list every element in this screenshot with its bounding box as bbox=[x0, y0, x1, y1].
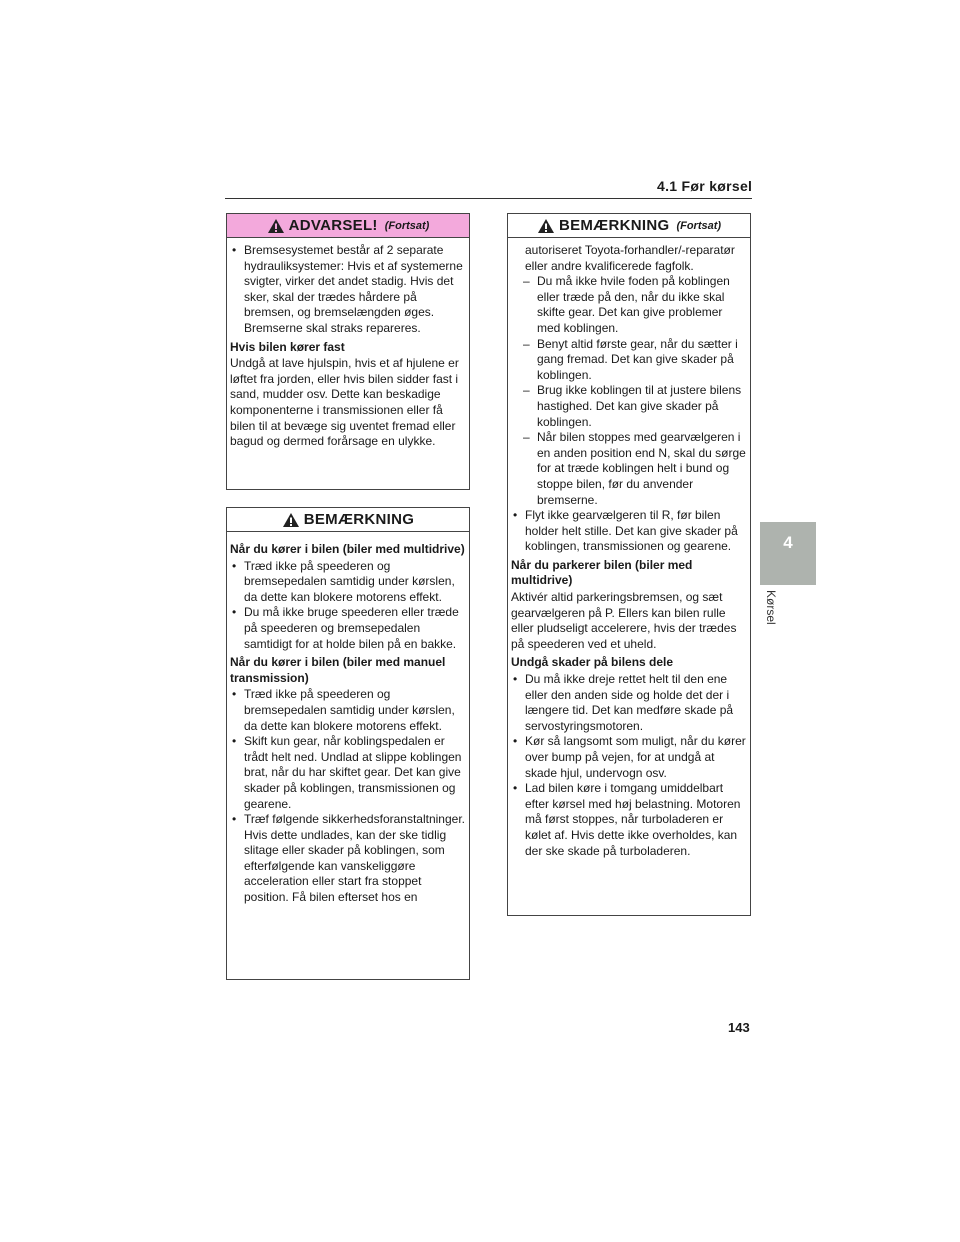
warning-icon bbox=[267, 218, 285, 234]
subheading: Når du kører i bilen (biler med multidrive) bbox=[230, 542, 465, 556]
dash-item: – Du må ikke hvile foden på koblingen eller træde på den, når du ikke skal skifte gear. Det kan give problemer med koblingen. bbox=[511, 274, 746, 336]
dash-item: – Når bilen stoppes med gearvælgeren i en anden position end N, skal du sørge for at træde koblingen helt i bund og stoppe bilen, før du anvender bremserne. bbox=[511, 430, 746, 508]
list-item: • Træd ikke på speederen og bremsepedalen samtidig under kørslen, da dette kan blokere motorens effekt. bbox=[230, 559, 465, 606]
list-item: • Flyt ikke gearvælgeren til R, før bilen holder helt stille. Det kan give skader på koblingen, transmissionen og gearene. bbox=[511, 508, 746, 555]
notice-box-header bbox=[227, 508, 469, 532]
list-item: • Skift kun gear, når koblingspedalen er trådt helt ned. Undlad at slippe koblingen brat, når du har skiftet gear. Det kan give skader på koblingen, transmissionen og gearene. bbox=[230, 734, 465, 812]
list-item: • Træf følgende sikkerhedsforanstaltninger. Hvis dette undlades, kan der ske tidlig slitage eller skader på koblingen, som efterfølgende kan vanskeliggøre acceleration eller start fra stoppet position. Få bilen efterset hos en bbox=[230, 812, 465, 906]
page-number: 143 bbox=[728, 1020, 750, 1035]
list-item: • Bremsesystemet består af 2 separate hydrauliksystemer: Hvis et af systemerne svigter, virker det andet stadig. Hvis det sker, skal der trædes hårdere på bremsen, og bremselængden øges. Bremserne skal straks repareres. bbox=[230, 243, 465, 337]
chapter-tab: 4 bbox=[760, 522, 816, 585]
section-title: 4.1 Før kørsel bbox=[657, 178, 753, 194]
list-item: • Lad bilen køre i tomgang umiddelbart efter kørsel med høj belastning. Motoren må først stoppes, når turboladeren er kølet af. Hvis dette ikke overholdes, kan der ske skade på turboladeren. bbox=[511, 781, 746, 859]
notice-title: BEMÆRKNING bbox=[558, 217, 670, 234]
list-item: • Kør så langsomt som muligt, når du kører over bump på vejen, for at undgå at skade hjul, undervogn osv. bbox=[511, 734, 746, 781]
warning-title: ADVARSEL! bbox=[288, 217, 378, 234]
paragraph: autoriseret Toyota-forhandler/-reparatør eller andre kvalificerede fagfolk. bbox=[525, 243, 735, 273]
notice-box-continued bbox=[507, 213, 751, 916]
notice-icon bbox=[537, 218, 555, 234]
notice-icon bbox=[282, 512, 300, 528]
subheading: Når du kører i bilen (biler med manuel transmission) bbox=[230, 655, 446, 685]
list-item: • Træd ikke på speederen og bremsepedalen samtidig under kørslen, da dette kan blokere motorens effekt. bbox=[230, 687, 465, 734]
paragraph: Undgå at lave hjulspin, hvis et af hjulene er løftet fra jorden, eller hvis bilen sidder fast i sand, mudder osv. Dette kan beskadige komponenterne i transmissionen eller få bilen til at bevæge sig uventet fremad eller bagud og dermed forårsage en ulykke. bbox=[230, 356, 459, 449]
dash-item: – Benyt altid første gear, når du sætter i gang fremad. Det kan give skader på koblingen. bbox=[511, 337, 746, 384]
notice-box bbox=[226, 507, 470, 980]
subheading: Undgå skader på bilens dele bbox=[511, 655, 674, 670]
subheading: Når du parkerer bilen (biler med multidrive) bbox=[511, 557, 693, 588]
list-item: • Du må ikke dreje rettet helt til den ene eller den anden side og holde det der i længere tid. Det kan medføre skade på servostyringsmotoren. bbox=[511, 672, 746, 734]
notice-box-header bbox=[508, 214, 750, 238]
dash-item: – Brug ikke koblingen til at justere bilens hastighed. Det kan give skader på koblingen. bbox=[511, 383, 746, 430]
warning-box bbox=[226, 213, 470, 490]
chapter-label bbox=[762, 590, 784, 638]
paragraph: Aktivér altid parkeringsbremsen, og sæt gearvælgeren på P. Ellers kan bilen rulle eller pludseligt accelerere, hvis der trædes på speederen ved et uheld. bbox=[511, 590, 737, 651]
notice-continued: (Fortsat) bbox=[676, 219, 722, 232]
chapter-label-text: Kørsel bbox=[764, 590, 778, 625]
warning-continued: (Fortsat) bbox=[384, 219, 430, 232]
header-divider bbox=[225, 198, 752, 199]
list-item: • Du må ikke bruge speederen eller træde på speederen og bremsepedalen samtidigt for at holde bilen på en bakke. bbox=[230, 605, 465, 652]
notice-title: BEMÆRKNING bbox=[303, 511, 415, 528]
warning-box-header bbox=[227, 214, 469, 238]
subheading: Hvis bilen kører fast bbox=[230, 339, 345, 354]
